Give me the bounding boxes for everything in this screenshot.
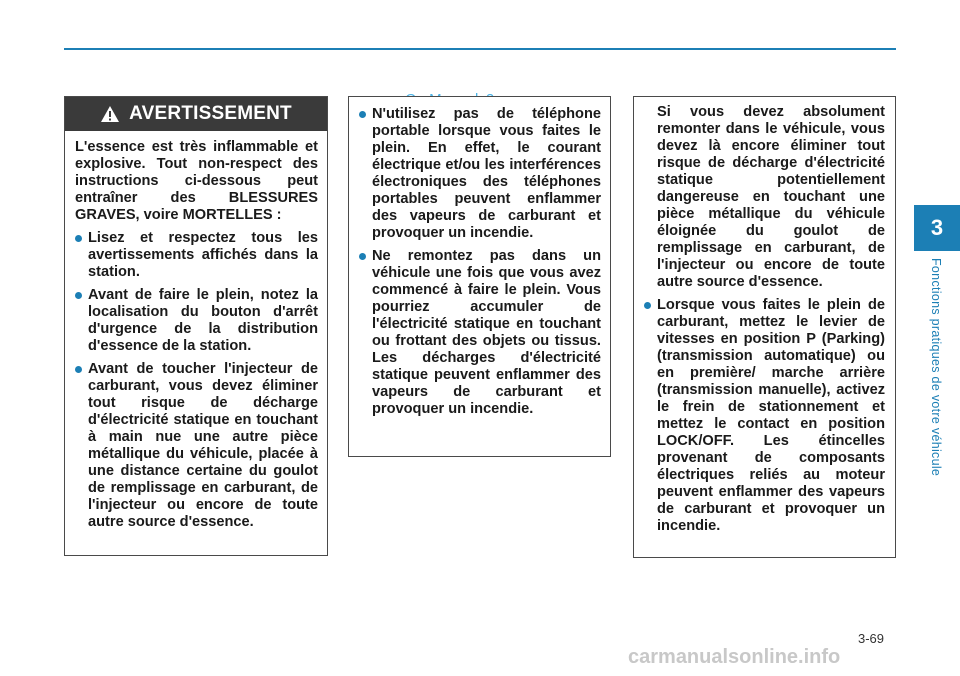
warning-title: AVERTISSEMENT [129,103,292,124]
list-item [75,230,318,281]
list-item-text: Lorsque vous faites le plein de carburant, mettez le levier de vitesses en position P (Parking) (transmission automatique) ou en première/ marche arrière (transmission manuelle), activez le frein de stationnement et mettez le contact en position LOCK/OFF. Les étincelles provenant de composants électriques reliés au moteur peuvent enflammer des vapeurs de carburant et provoquer un incendie. [657,297,885,534]
chapter-tab [914,205,960,251]
warning-header [65,97,327,131]
bullet-icon [359,111,366,118]
top-rule [64,48,896,50]
middle-list [359,106,601,418]
warning-content [65,131,327,531]
section-title: Fonctions pratiques de votre véhicule [929,258,943,477]
list-item [359,106,601,242]
list-item [359,248,601,418]
right-box [633,96,896,558]
list-item-text: Ne remontez pas dans un véhicule une fois que vous avez commencé à faire le plein. Vous pourriez accumuler de l'électricité statique en touchant ou frottant des objets ou tissus. Les décharges d'électricité statique peuvent enflammer des vapeurs de carburant et provoquer un incendie. [372,248,601,417]
page-number: 3-69 [858,631,885,646]
warning-box [64,96,328,556]
list-item-text: N'utilisez pas de téléphone portable lorsque vous faites le plein. En effet, le courant électrique et/ou les interférences électroniques des téléphones portables peuvent enflammer des vapeurs de carburant et provoquer un incendie. [372,106,601,241]
warning-triangle-icon [100,105,120,123]
warning-intro: L'essence est très inflammable et explosive. Tout non-respect des instructions ci-dessous peut entraîner des BLESSURES GRAVES, voire MORTELLES : [75,139,318,223]
bullet-icon [75,366,82,373]
list-item [75,287,318,355]
bullet-icon [75,235,82,242]
right-content [634,97,895,535]
chapter-number: 3 [930,215,944,240]
bullet-icon [359,253,366,260]
bullet-icon [644,302,651,309]
list-item-text: Lisez et respectez tous les avertissements affichés dans la station. [88,230,318,280]
footer-watermark: carmanualsonline.info [628,646,841,668]
bullet-icon [75,292,82,299]
list-item-text: Avant de faire le plein, notez la localisation du bouton d'arrêt d'urgence de la distribution d'essence de la station. [88,287,318,354]
list-item [644,297,885,535]
middle-box [348,96,611,457]
continuation-text: Si vous devez absolument remonter dans le véhicule, vous devez là encore éliminer tout risque de décharge d'électricité statique potentiellement dangereuse en touchant une pièce métallique du véhicule éloignée du goulot de remplissage en carburant, de l'injecteur ou encore de toute autre source d'essence. [657,104,885,290]
warning-list [75,230,318,531]
right-list [644,297,885,535]
list-item-text: Avant de toucher l'injecteur de carburant, vous devez éliminer tout risque de décharge d'électricité statique en touchant à main nue une autre pièce métallique du véhicule, placée à une distance certaine du goulot de remplissage en carburant, de l'injecteur ou encore de toute autre source d'essence. [88,361,318,530]
list-item [75,361,318,531]
middle-content [349,97,610,418]
